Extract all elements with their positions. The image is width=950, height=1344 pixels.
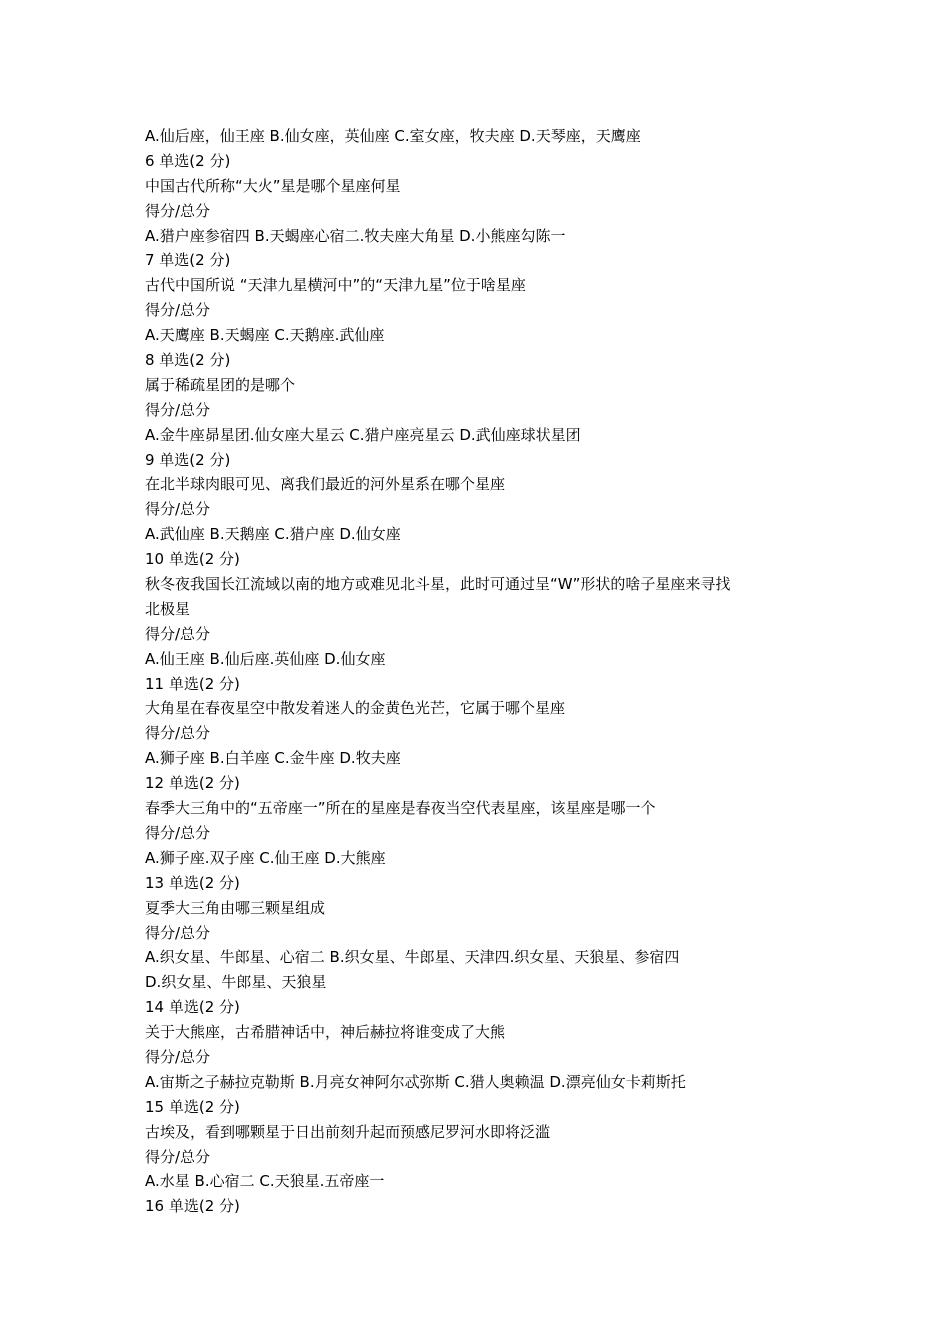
answer-options: A.猎户座参宿四 B.天蝎座心宿二.牧夫座大角星 D.小熊座勾陈一 xyxy=(145,226,566,245)
score-label: 得分/总分 xyxy=(145,201,211,220)
score-label: 得分/总分 xyxy=(145,923,211,942)
answer-options-continued: D.织女星、牛郎星、天狼星 xyxy=(145,973,327,992)
document-page xyxy=(145,124,825,1219)
question-header: 11 单选(2 分) xyxy=(145,674,240,693)
score-label: 得分/总分 xyxy=(145,823,211,842)
answer-options: A.金牛座昴星团.仙女座大星云 C.猎户座亮星云 D.武仙座球状星团 xyxy=(145,425,581,444)
score-label: 得分/总分 xyxy=(145,724,211,743)
question-text: 春季大三角中的“五帝座一”所在的星座是春夜当空代表星座，该星座是哪一个 xyxy=(145,799,656,818)
question-header: 9 单选(2 分) xyxy=(145,450,231,469)
question-text: 中国古代所称“大火”星是哪个星座何星 xyxy=(145,176,401,195)
answer-options: A.狮子座 B.白羊座 C.金牛座 D.牧夫座 xyxy=(145,749,401,768)
question-header: 14 单选(2 分) xyxy=(145,998,240,1017)
score-label: 得分/总分 xyxy=(145,301,211,320)
question-text: 属于稀疏星团的是哪个 xyxy=(145,375,296,394)
question-header: 7 单选(2 分) xyxy=(145,251,231,270)
answer-options: A.织女星、牛郎星、心宿二 B.织女星、牛郎星、天津四.织女星、天狼星、参宿四 xyxy=(145,948,680,967)
score-label: 得分/总分 xyxy=(145,624,211,643)
question-text: 大角星在春夜星空中散发着迷人的金黄色光芒，它属于哪个星座 xyxy=(145,699,566,718)
question-header: 10 单选(2 分) xyxy=(145,550,240,569)
question-header: 13 单选(2 分) xyxy=(145,873,240,892)
question-header: 16 单选(2 分) xyxy=(145,1197,240,1216)
text-line: A.仙后座，仙王座 B.仙女座，英仙座 C.室女座，牧夫座 D.天琴座，天鹰座 xyxy=(145,127,641,145)
score-label: 得分/总分 xyxy=(145,400,211,419)
answer-options: A.宙斯之子赫拉克勒斯 B.月亮女神阿尔忒弥斯 C.猎人奥赖温 D.漂亮仙女卡莉斯托 xyxy=(145,1072,686,1091)
question-header: 8 单选(2 分) xyxy=(145,351,231,370)
question-text: 夏季大三角由哪三颗星组成 xyxy=(145,898,326,917)
question-text: 秋冬夜我国长江流域以南的地方或难见北斗星，此时可通过呈“W”形状的啥子星座来寻找 xyxy=(145,575,731,594)
question-header: 15 单选(2 分) xyxy=(145,1097,240,1116)
question-text: 关于大熊座，古希腊神话中，神后赫拉将谁变成了大熊 xyxy=(145,1023,506,1042)
question-header: 12 单选(2 分) xyxy=(145,774,240,793)
question-text: 古埃及，看到哪颗星于日出前刻升起而预感尼罗河水即将泛滥 xyxy=(145,1122,551,1141)
answer-options: A.仙王座 B.仙后座.英仙座 D.仙女座 xyxy=(145,649,386,668)
score-label: 得分/总分 xyxy=(145,500,211,519)
question-text: 在北半球肉眼可见、离我们最近的河外星系在哪个星座 xyxy=(145,475,506,494)
answer-options: A.狮子座.双子座 C.仙王座 D.大熊座 xyxy=(145,848,386,867)
question-header: 6 单选(2 分) xyxy=(145,151,231,170)
answer-options: A.武仙座 B.天鹅座 C.猎户座 D.仙女座 xyxy=(145,525,401,544)
score-label: 得分/总分 xyxy=(145,1147,211,1166)
question-text-continued: 北极星 xyxy=(145,599,191,618)
answer-options: A.天鹰座 B.天蝎座 C.天鹅座.武仙座 xyxy=(145,326,385,345)
score-label: 得分/总分 xyxy=(145,1047,211,1066)
answer-options: A.水星 B.心宿二 C.天狼星.五帝座一 xyxy=(145,1172,385,1191)
question-text: 古代中国所说 “天津九星横河中”的“天津九星”位于啥星座 xyxy=(145,276,526,295)
